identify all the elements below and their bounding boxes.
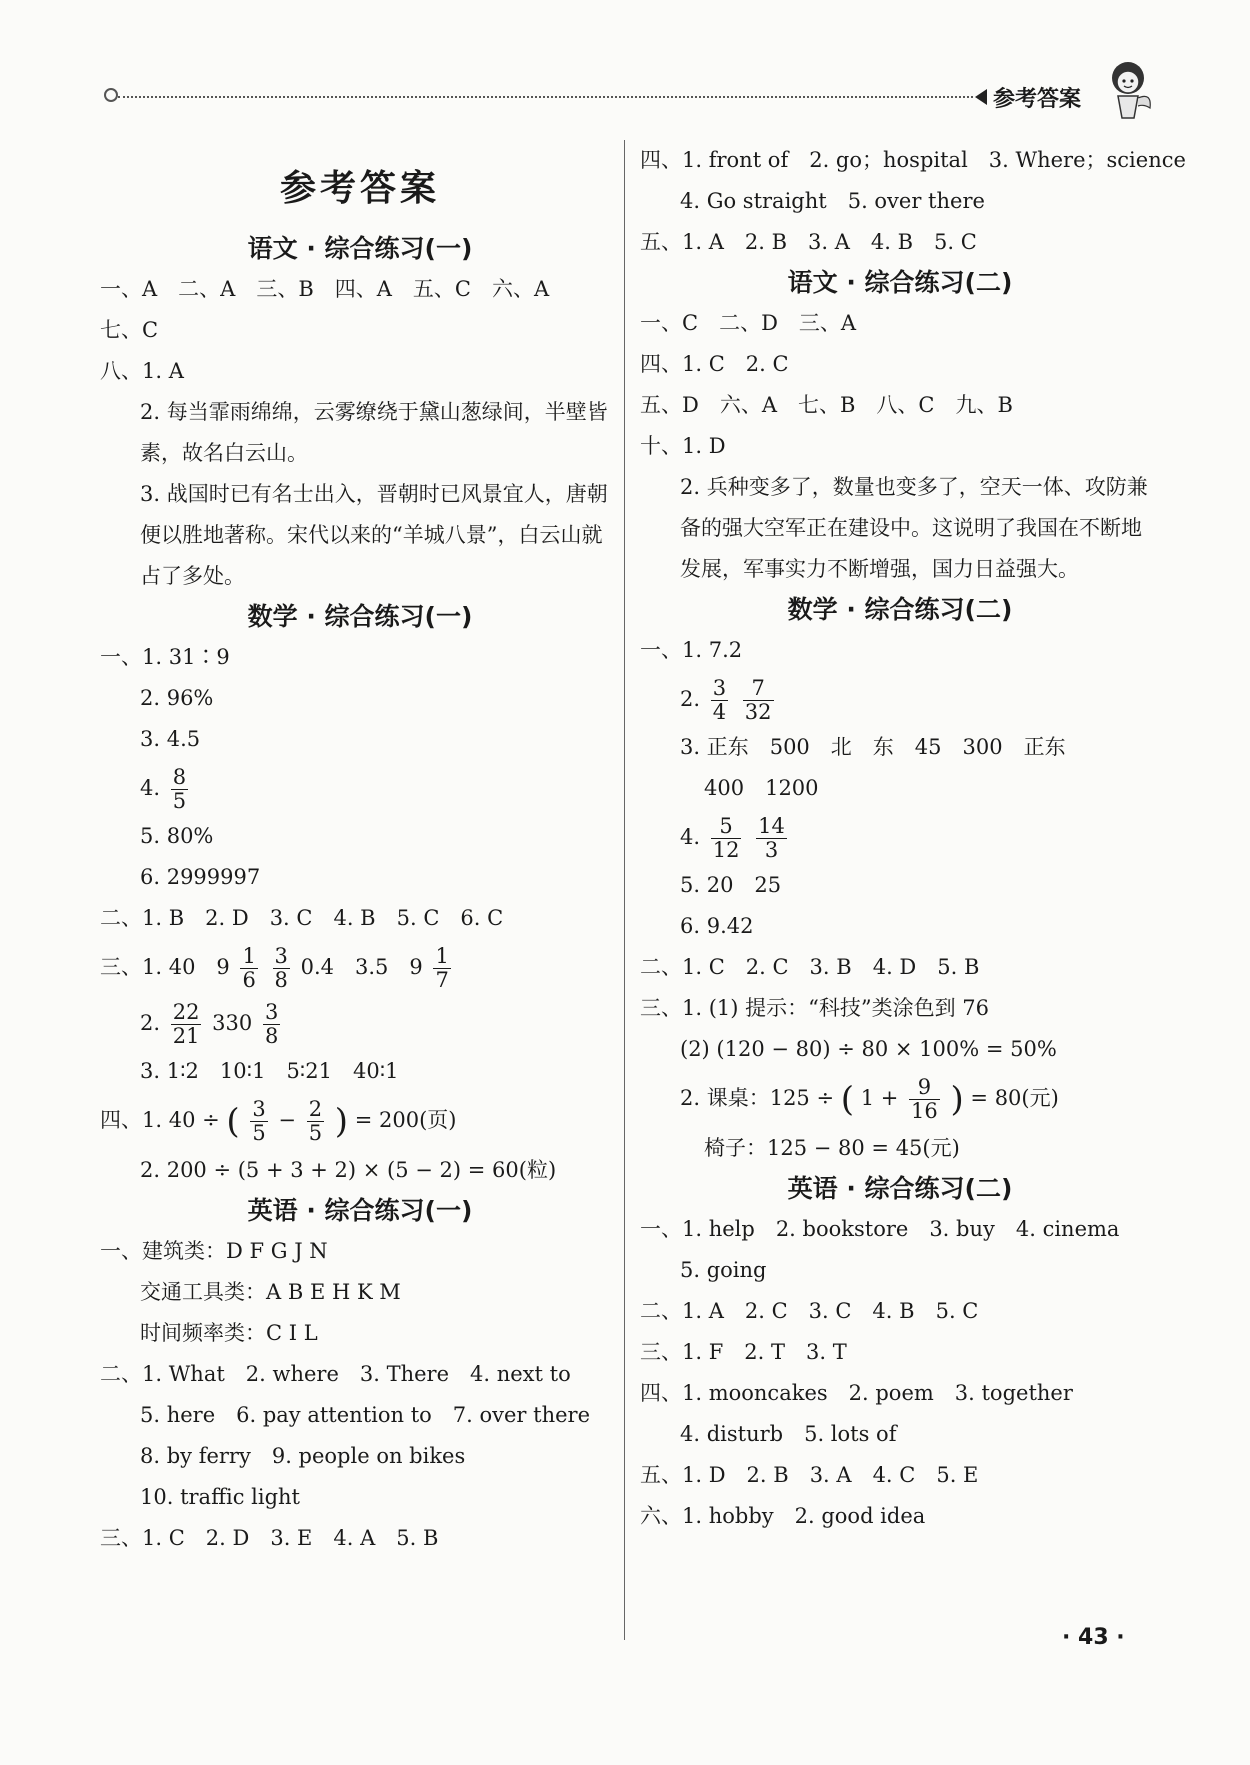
answer-line: 交通工具类：A B E H K M [140, 1279, 401, 1304]
answer-line: 八、1. A [100, 359, 184, 383]
numerator: 3 [252, 1096, 266, 1121]
numerator: 3 [264, 999, 279, 1024]
mascot-cartoon-icon [1100, 56, 1156, 126]
numerator: 22 [172, 999, 200, 1024]
denominator: 12 [712, 838, 740, 862]
answer-line-fraction [100, 939, 620, 995]
answer-line: 五、1. D 2. B 3. A 4. C 5. E [640, 1462, 979, 1487]
fraction [171, 1001, 202, 1048]
column-divider [624, 140, 625, 1640]
answer-line: 5. going [680, 1257, 767, 1282]
answer-line: 六、1. hobby 2. good idea [640, 1503, 926, 1528]
answer-line: 十、1. D [640, 434, 726, 458]
denominator: 5 [172, 789, 187, 813]
header-ornament-icon [104, 88, 118, 102]
fraction [743, 677, 774, 724]
numerator: 7 [743, 677, 774, 701]
denominator: 4 [712, 700, 727, 724]
answer-text: 330 [212, 1011, 253, 1035]
section-title-shuxue-2: 数学 · 综合练习(二) [787, 595, 1013, 624]
answer-line: 二、1. A 2. C 3. C 4. B 5. C [640, 1298, 979, 1323]
numerator: 3 [274, 943, 288, 968]
answer-text: 0.4 3.5 9 [300, 955, 423, 979]
answer-line-fraction [640, 671, 1160, 727]
answer-line: 2. 96% [140, 686, 214, 710]
answer-line: 一、1. help 2. bookstore 3. buy 4. cinema [640, 1216, 1120, 1241]
paren-open: ( [840, 1079, 855, 1120]
numerator: 8 [172, 764, 187, 789]
formula-text: 四、1. 40 ÷ [100, 1108, 220, 1132]
answer-line: 6. 9.42 [680, 914, 754, 938]
fraction [273, 945, 290, 992]
answer-line: 一、建筑类：D F G J N [100, 1238, 328, 1263]
denominator: 16 [911, 1099, 938, 1123]
denominator: 5 [308, 1121, 323, 1145]
answer-line: 5. 80% [140, 824, 214, 848]
section-title-yingyu-1: 英语 · 综合练习(一) [247, 1195, 473, 1225]
header-dotted-rule [118, 96, 973, 98]
fraction [711, 677, 728, 724]
page-number: · 43 · [1062, 1625, 1125, 1650]
formula-text: 1 + [860, 1086, 899, 1110]
answer-text: 三、1. 40 9 [100, 955, 230, 979]
answer-line: 三、1. F 2. T 3. T [640, 1339, 847, 1364]
fraction [756, 815, 787, 862]
formula-text: = 200(页) [354, 1108, 457, 1132]
answer-line: 时间频率类：C I L [140, 1320, 318, 1345]
header-arrow-icon [975, 89, 987, 105]
answer-line: 5. here 6. pay attention to 7. over there [140, 1402, 590, 1427]
answer-line: 6. 2999997 [140, 865, 261, 889]
numerator: 9 [909, 1076, 940, 1100]
answer-line: 一、1. 7.2 [640, 638, 743, 662]
item-number: 2. [680, 687, 701, 711]
answer-line: 五、D 六、A 七、B 八、C 九、B [640, 393, 1013, 417]
answer-line-formula [640, 1070, 1160, 1128]
answer-line: 椅子：125 − 80 = 45(元) [704, 1135, 960, 1160]
minus-sign: − [278, 1108, 297, 1132]
numerator: 5 [711, 815, 742, 839]
paren-close: ) [950, 1079, 964, 1120]
fraction [433, 945, 450, 992]
right-column [640, 140, 1186, 1537]
answer-line-formula [100, 1092, 620, 1150]
answer-line: 3. 正东 500 北 东 45 300 正东 [680, 735, 1066, 759]
answer-line: 七、C [100, 318, 159, 342]
denominator: 5 [252, 1121, 266, 1145]
answer-line: 二、1. What 2. where 3. There 4. next to [100, 1361, 571, 1386]
fraction [711, 815, 742, 862]
fraction [307, 1098, 324, 1145]
fraction [909, 1076, 940, 1123]
answer-line: 4. Go straight 5. over there [680, 189, 985, 213]
page-title: 参考答案 [279, 167, 440, 209]
section-title-yuwen-2: 语文 · 综合练习(二) [787, 268, 1013, 297]
answer-line-fraction [100, 760, 620, 816]
item-number: 4. [680, 825, 701, 849]
answer-line: (2) (120 − 80) ÷ 80 × 100% = 50% [680, 1037, 1057, 1061]
denominator: 32 [744, 700, 772, 724]
answer-line: 一、1. 31∶9 [100, 645, 230, 669]
denominator: 7 [435, 968, 449, 992]
fraction [263, 1001, 280, 1048]
denominator: 8 [264, 1024, 279, 1048]
answer-line: 10. traffic light [140, 1484, 300, 1509]
answer-line-fraction [100, 995, 620, 1051]
answer-line: 4. disturb 5. lots of [680, 1421, 897, 1446]
answer-line: 8. by ferry 9. people on bikes [140, 1443, 466, 1468]
item-number: 2. [140, 1011, 161, 1035]
denominator: 3 [764, 838, 779, 862]
denominator: 8 [274, 968, 288, 992]
answer-line: 2. 200 ÷ (5 + 3 + 2) × (5 − 2) = 60(粒) [140, 1157, 557, 1182]
answer-paragraph: 2. 每当霏雨绵绵，云雾缭绕于黛山葱绿间，半壁皆素，故名白云山。 [140, 400, 608, 465]
answer-line: 400 1200 [704, 776, 819, 800]
numerator: 14 [758, 813, 785, 838]
numerator: 2 [308, 1096, 323, 1121]
paren-open: ( [226, 1101, 240, 1142]
numerator: 1 [435, 943, 449, 968]
fraction [240, 945, 257, 992]
answer-line: 5. 20 25 [680, 873, 782, 897]
fraction [171, 766, 188, 813]
answer-line: 3. 4.5 [140, 727, 201, 751]
formula-text: 2. 课桌：125 ÷ [680, 1086, 835, 1110]
answer-line: 四、1. C 2. C [640, 352, 789, 376]
fraction [250, 1098, 267, 1145]
answer-line: 五、1. A 2. B 3. A 4. B 5. C [640, 230, 977, 254]
header-label: 参考答案 [993, 87, 1082, 112]
answer-line: 二、1. C 2. C 3. B 4. D 5. B [640, 955, 980, 979]
answer-line: 四、1. mooncakes 2. poem 3. together [640, 1380, 1073, 1405]
section-title-yuwen-1: 语文 · 综合练习(一) [247, 234, 473, 263]
answer-line-fraction [640, 809, 1160, 865]
item-number: 4. [140, 776, 161, 800]
paren-close: ) [334, 1101, 349, 1142]
answer-line: 四、1. front of 2. go；hospital 3. Where；science [640, 148, 1186, 172]
answer-line: 二、1. B 2. D 3. C 4. B 5. C 6. C [100, 906, 504, 930]
section-title-shuxue-1: 数学 · 综合练习(一) [247, 602, 473, 631]
answer-paragraph: 2. 兵种变多了，数量也变多了，空天一体、攻防兼备的强大空军正在建设中。这说明了我国在不断地发展，军事实力不断增强，国力日益强大。 [680, 475, 1148, 581]
left-column [100, 140, 620, 1559]
answer-line: 三、1. (1) 提示：“科技”类涂色到 76 [640, 996, 990, 1020]
formula-text: = 80(元) [970, 1086, 1059, 1110]
answer-line: 一、C 二、D 三、A [640, 311, 857, 335]
section-title-yingyu-2: 英语 · 综合练习(二) [787, 1173, 1013, 1203]
answer-line: 一、A 二、A 三、B 四、A 五、C 六、A [100, 277, 550, 301]
answer-line: 三、1. C 2. D 3. E 4. A 5. B [100, 1525, 439, 1550]
answer-paragraph: 3. 战国时已有名士出入，晋朝时已风景宜人，唐朝便以胜地著称。宋代以来的“羊城八景”，白云山就占了多处。 [140, 482, 608, 588]
denominator: 6 [242, 968, 256, 992]
numerator: 1 [242, 943, 256, 968]
numerator: 3 [712, 675, 727, 700]
denominator: 21 [172, 1024, 200, 1048]
answer-line: 3. 1∶2 10∶1 5∶21 40∶1 [140, 1059, 399, 1083]
